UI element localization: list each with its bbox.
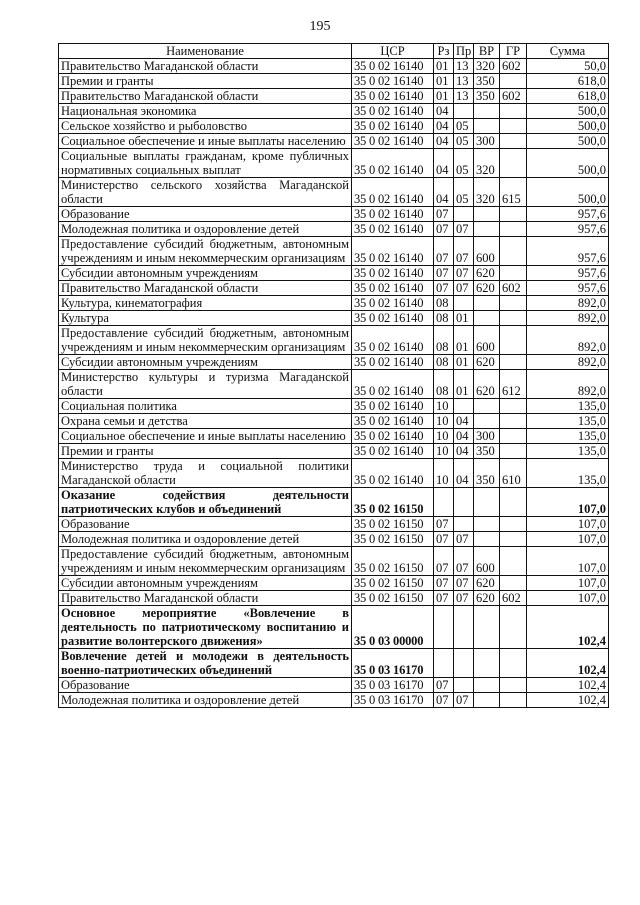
cell-rz: 01: [434, 89, 454, 104]
cell-sum: 957,6: [527, 281, 609, 296]
cell-sum: 135,0: [527, 429, 609, 444]
cell-pr: 01: [454, 326, 474, 355]
header-vr: ВР: [474, 44, 500, 59]
cell-gr: [500, 326, 527, 355]
table-row: [59, 488, 609, 517]
cell-sum: 107,0: [527, 488, 609, 517]
cell-csr: 35 0 02 16140: [352, 459, 434, 488]
cell-name: Охрана семьи и детства: [59, 414, 352, 429]
cell-gr: 602: [500, 59, 527, 74]
cell-csr: 35 0 02 16140: [352, 74, 434, 89]
cell-name: Молодежная политика и оздоровление детей: [59, 693, 352, 708]
cell-vr: 300: [474, 134, 500, 149]
cell-sum: 102,4: [527, 649, 609, 678]
table-row: [59, 237, 609, 266]
cell-pr: [454, 296, 474, 311]
cell-rz: 07: [434, 207, 454, 222]
table-row: [59, 149, 609, 178]
cell-rz: 07: [434, 237, 454, 266]
cell-sum: 135,0: [527, 459, 609, 488]
budget-table: [58, 43, 609, 708]
cell-name: Национальная экономика: [59, 104, 352, 119]
cell-gr: 612: [500, 370, 527, 399]
cell-gr: [500, 149, 527, 178]
cell-csr: 35 0 02 16140: [352, 444, 434, 459]
cell-sum: 957,6: [527, 266, 609, 281]
cell-rz: 08: [434, 311, 454, 326]
cell-gr: [500, 222, 527, 237]
cell-sum: 107,0: [527, 517, 609, 532]
cell-sum: 500,0: [527, 149, 609, 178]
cell-gr: 602: [500, 591, 527, 606]
cell-gr: [500, 606, 527, 649]
cell-pr: [454, 399, 474, 414]
cell-pr: 05: [454, 134, 474, 149]
cell-name: Молодежная политика и оздоровление детей: [59, 532, 352, 547]
cell-name: Министерство культуры и туризма Магаданской области: [59, 370, 352, 399]
cell-vr: [474, 104, 500, 119]
table-row: [59, 649, 609, 678]
cell-rz: 07: [434, 266, 454, 281]
cell-csr: 35 0 02 16150: [352, 576, 434, 591]
cell-name: Социальное обеспечение и иные выплаты населению: [59, 134, 352, 149]
cell-gr: [500, 488, 527, 517]
cell-vr: [474, 399, 500, 414]
cell-csr: 35 0 02 16140: [352, 134, 434, 149]
cell-vr: 600: [474, 326, 500, 355]
table-row: [59, 89, 609, 104]
cell-sum: 957,6: [527, 207, 609, 222]
header-sum: Сумма: [527, 44, 609, 59]
cell-name: Министерство сельского хозяйства Магаданской области: [59, 178, 352, 207]
cell-csr: 35 0 02 16140: [352, 266, 434, 281]
cell-sum: 50,0: [527, 59, 609, 74]
table-row: [59, 266, 609, 281]
cell-gr: 610: [500, 459, 527, 488]
cell-pr: 07: [454, 237, 474, 266]
cell-csr: 35 0 02 16140: [352, 429, 434, 444]
cell-rz: 04: [434, 134, 454, 149]
cell-rz: 10: [434, 414, 454, 429]
cell-pr: 13: [454, 74, 474, 89]
cell-rz: 04: [434, 119, 454, 134]
page-number: 195: [309, 19, 331, 34]
cell-sum: 500,0: [527, 134, 609, 149]
cell-gr: 602: [500, 89, 527, 104]
cell-name: Образование: [59, 207, 352, 222]
table-row: [59, 517, 609, 532]
cell-pr: 04: [454, 444, 474, 459]
cell-gr: [500, 399, 527, 414]
table-row: [59, 134, 609, 149]
cell-vr: [474, 119, 500, 134]
cell-name: Социальные выплаты гражданам, кроме публичных нормативных социальных выплат: [59, 149, 352, 178]
cell-name: Премии и гранты: [59, 444, 352, 459]
cell-sum: 135,0: [527, 444, 609, 459]
cell-vr: [474, 311, 500, 326]
cell-csr: 35 0 03 00000: [352, 606, 434, 649]
cell-name: Сельское хозяйство и рыболовство: [59, 119, 352, 134]
table-row: [59, 414, 609, 429]
cell-sum: 957,6: [527, 237, 609, 266]
cell-name: Основное мероприятие «Вовлечение в деятельность по патриотическому воспитанию и развитие волонтерского движения»: [59, 606, 352, 649]
cell-pr: 05: [454, 149, 474, 178]
cell-csr: 35 0 02 16140: [352, 149, 434, 178]
cell-vr: [474, 517, 500, 532]
table-row: [59, 178, 609, 207]
cell-gr: [500, 547, 527, 576]
header-gr: ГР: [500, 44, 527, 59]
cell-csr: 35 0 02 16140: [352, 237, 434, 266]
cell-vr: [474, 207, 500, 222]
cell-gr: [500, 74, 527, 89]
cell-name: Правительство Магаданской области: [59, 59, 352, 74]
cell-pr: 07: [454, 532, 474, 547]
cell-pr: 01: [454, 311, 474, 326]
cell-name: Оказание содействия деятельности патриотических клубов и объединений: [59, 488, 352, 517]
cell-gr: [500, 444, 527, 459]
cell-pr: [454, 678, 474, 693]
cell-vr: 350: [474, 74, 500, 89]
cell-pr: 05: [454, 119, 474, 134]
cell-csr: 35 0 02 16140: [352, 355, 434, 370]
table-row: [59, 222, 609, 237]
cell-gr: [500, 296, 527, 311]
cell-csr: 35 0 03 16170: [352, 678, 434, 693]
cell-name: Образование: [59, 678, 352, 693]
cell-sum: 892,0: [527, 326, 609, 355]
cell-rz: [434, 488, 454, 517]
cell-rz: [434, 649, 454, 678]
cell-gr: 602: [500, 281, 527, 296]
cell-pr: 07: [454, 591, 474, 606]
cell-pr: 04: [454, 414, 474, 429]
cell-vr: 620: [474, 576, 500, 591]
cell-rz: 07: [434, 222, 454, 237]
table-row: [59, 59, 609, 74]
cell-vr: 320: [474, 59, 500, 74]
table-row: [59, 104, 609, 119]
cell-rz: 07: [434, 517, 454, 532]
cell-csr: 35 0 02 16140: [352, 399, 434, 414]
table-row: [59, 444, 609, 459]
cell-rz: [434, 606, 454, 649]
cell-rz: 01: [434, 59, 454, 74]
cell-vr: 600: [474, 237, 500, 266]
cell-name: Предоставление субсидий бюджетным, автономным учреждениям и иным некоммерческим организациям: [59, 547, 352, 576]
cell-sum: 102,4: [527, 606, 609, 649]
cell-name: Образование: [59, 517, 352, 532]
cell-pr: [454, 606, 474, 649]
cell-vr: 350: [474, 444, 500, 459]
cell-gr: [500, 414, 527, 429]
cell-pr: [454, 104, 474, 119]
cell-sum: 892,0: [527, 296, 609, 311]
header-pr: Пр: [454, 44, 474, 59]
cell-pr: [454, 207, 474, 222]
cell-rz: 04: [434, 104, 454, 119]
cell-csr: 35 0 02 16140: [352, 281, 434, 296]
cell-vr: 620: [474, 281, 500, 296]
table-row: [59, 119, 609, 134]
cell-sum: 892,0: [527, 370, 609, 399]
table-body: [59, 59, 609, 708]
cell-vr: [474, 222, 500, 237]
cell-rz: 07: [434, 591, 454, 606]
cell-gr: [500, 678, 527, 693]
table-row: [59, 547, 609, 576]
cell-gr: [500, 104, 527, 119]
cell-name: Молодежная политика и оздоровление детей: [59, 222, 352, 237]
cell-pr: 04: [454, 459, 474, 488]
cell-gr: [500, 237, 527, 266]
cell-pr: 05: [454, 178, 474, 207]
cell-csr: 35 0 02 16140: [352, 414, 434, 429]
cell-csr: 35 0 03 16170: [352, 649, 434, 678]
cell-gr: [500, 532, 527, 547]
cell-rz: 04: [434, 178, 454, 207]
header-rz: Рз: [434, 44, 454, 59]
cell-vr: 320: [474, 178, 500, 207]
cell-name: Предоставление субсидий бюджетным, автономным учреждениям и иным некоммерческим организациям: [59, 237, 352, 266]
table-row: [59, 207, 609, 222]
cell-pr: 13: [454, 59, 474, 74]
cell-sum: 618,0: [527, 74, 609, 89]
header-name: Наименование: [59, 44, 352, 59]
cell-csr: 35 0 02 16140: [352, 207, 434, 222]
cell-rz: 08: [434, 326, 454, 355]
cell-name: Субсидии автономным учреждениям: [59, 355, 352, 370]
cell-sum: 618,0: [527, 89, 609, 104]
cell-sum: 500,0: [527, 104, 609, 119]
cell-name: Правительство Магаданской области: [59, 591, 352, 606]
cell-sum: 892,0: [527, 355, 609, 370]
cell-gr: [500, 311, 527, 326]
cell-csr: 35 0 02 16140: [352, 178, 434, 207]
cell-vr: 620: [474, 591, 500, 606]
cell-sum: 107,0: [527, 532, 609, 547]
cell-vr: 620: [474, 355, 500, 370]
cell-rz: 07: [434, 693, 454, 708]
table-row: [59, 429, 609, 444]
table-row: [59, 693, 609, 708]
cell-pr: [454, 488, 474, 517]
cell-gr: [500, 649, 527, 678]
cell-csr: 35 0 02 16150: [352, 488, 434, 517]
table-row: [59, 591, 609, 606]
table-header-row: [59, 44, 609, 59]
cell-csr: 35 0 03 16170: [352, 693, 434, 708]
cell-csr: 35 0 02 16140: [352, 59, 434, 74]
cell-sum: 892,0: [527, 311, 609, 326]
table-row: [59, 459, 609, 488]
table-row: [59, 355, 609, 370]
cell-name: Предоставление субсидий бюджетным, автономным учреждениям и иным некоммерческим организациям: [59, 326, 352, 355]
cell-rz: 08: [434, 296, 454, 311]
table-row: [59, 296, 609, 311]
table-row: [59, 281, 609, 296]
cell-csr: 35 0 02 16150: [352, 547, 434, 576]
cell-vr: 320: [474, 149, 500, 178]
cell-gr: [500, 266, 527, 281]
cell-vr: [474, 532, 500, 547]
cell-rz: 10: [434, 459, 454, 488]
cell-name: Социальное обеспечение и иные выплаты населению: [59, 429, 352, 444]
cell-vr: [474, 678, 500, 693]
cell-csr: 35 0 02 16150: [352, 517, 434, 532]
cell-vr: 350: [474, 89, 500, 104]
cell-sum: 107,0: [527, 576, 609, 591]
cell-vr: 300: [474, 429, 500, 444]
cell-csr: 35 0 02 16140: [352, 222, 434, 237]
cell-pr: 01: [454, 370, 474, 399]
cell-gr: [500, 429, 527, 444]
cell-csr: 35 0 02 16150: [352, 591, 434, 606]
cell-pr: 01: [454, 355, 474, 370]
table-row: [59, 370, 609, 399]
table-row: [59, 311, 609, 326]
cell-sum: 107,0: [527, 591, 609, 606]
cell-vr: 600: [474, 547, 500, 576]
cell-gr: [500, 576, 527, 591]
cell-pr: [454, 649, 474, 678]
cell-rz: 07: [434, 281, 454, 296]
cell-sum: 102,4: [527, 693, 609, 708]
table-row: [59, 606, 609, 649]
cell-vr: 620: [474, 370, 500, 399]
cell-name: Культура, кинематография: [59, 296, 352, 311]
cell-vr: [474, 488, 500, 517]
cell-csr: 35 0 02 16140: [352, 89, 434, 104]
cell-pr: 04: [454, 429, 474, 444]
cell-sum: 957,6: [527, 222, 609, 237]
cell-vr: [474, 296, 500, 311]
cell-sum: 135,0: [527, 399, 609, 414]
cell-pr: 07: [454, 266, 474, 281]
cell-sum: 500,0: [527, 119, 609, 134]
header-csr: ЦСР: [352, 44, 434, 59]
cell-pr: 07: [454, 576, 474, 591]
cell-gr: 615: [500, 178, 527, 207]
cell-name: Культура: [59, 311, 352, 326]
cell-csr: 35 0 02 16140: [352, 370, 434, 399]
cell-rz: 04: [434, 149, 454, 178]
cell-rz: 08: [434, 370, 454, 399]
cell-csr: 35 0 02 16140: [352, 326, 434, 355]
cell-rz: 07: [434, 678, 454, 693]
cell-gr: [500, 517, 527, 532]
cell-pr: 07: [454, 547, 474, 576]
cell-name: Вовлечение детей и молодежи в деятельность военно-патриотических объединений: [59, 649, 352, 678]
cell-pr: 07: [454, 281, 474, 296]
cell-sum: 102,4: [527, 678, 609, 693]
cell-rz: 01: [434, 74, 454, 89]
cell-vr: 350: [474, 459, 500, 488]
table-row: [59, 326, 609, 355]
table-row: [59, 399, 609, 414]
cell-sum: 500,0: [527, 178, 609, 207]
cell-sum: 135,0: [527, 414, 609, 429]
cell-rz: 07: [434, 576, 454, 591]
cell-csr: 35 0 02 16140: [352, 296, 434, 311]
cell-gr: [500, 119, 527, 134]
cell-rz: 07: [434, 547, 454, 576]
cell-csr: 35 0 02 16140: [352, 104, 434, 119]
cell-name: Субсидии автономным учреждениям: [59, 266, 352, 281]
cell-rz: 08: [434, 355, 454, 370]
cell-pr: [454, 517, 474, 532]
cell-pr: 13: [454, 89, 474, 104]
cell-gr: [500, 207, 527, 222]
table-row: [59, 532, 609, 547]
cell-name: Социальная политика: [59, 399, 352, 414]
table-row: [59, 576, 609, 591]
table-row: [59, 74, 609, 89]
table-row: [59, 678, 609, 693]
cell-csr: 35 0 02 16140: [352, 311, 434, 326]
cell-gr: [500, 355, 527, 370]
cell-name: Правительство Магаданской области: [59, 281, 352, 296]
cell-name: Премии и гранты: [59, 74, 352, 89]
cell-csr: 35 0 02 16140: [352, 119, 434, 134]
cell-rz: 10: [434, 429, 454, 444]
cell-gr: [500, 134, 527, 149]
cell-sum: 107,0: [527, 547, 609, 576]
cell-vr: [474, 693, 500, 708]
cell-vr: [474, 414, 500, 429]
cell-vr: [474, 649, 500, 678]
cell-rz: 07: [434, 532, 454, 547]
cell-gr: [500, 693, 527, 708]
cell-rz: 10: [434, 444, 454, 459]
cell-name: Министерство труда и социальной политики Магаданской области: [59, 459, 352, 488]
cell-vr: 620: [474, 266, 500, 281]
cell-csr: 35 0 02 16150: [352, 532, 434, 547]
cell-pr: 07: [454, 222, 474, 237]
cell-vr: [474, 606, 500, 649]
cell-name: Субсидии автономным учреждениям: [59, 576, 352, 591]
cell-name: Правительство Магаданской области: [59, 89, 352, 104]
cell-pr: 07: [454, 693, 474, 708]
cell-rz: 10: [434, 399, 454, 414]
